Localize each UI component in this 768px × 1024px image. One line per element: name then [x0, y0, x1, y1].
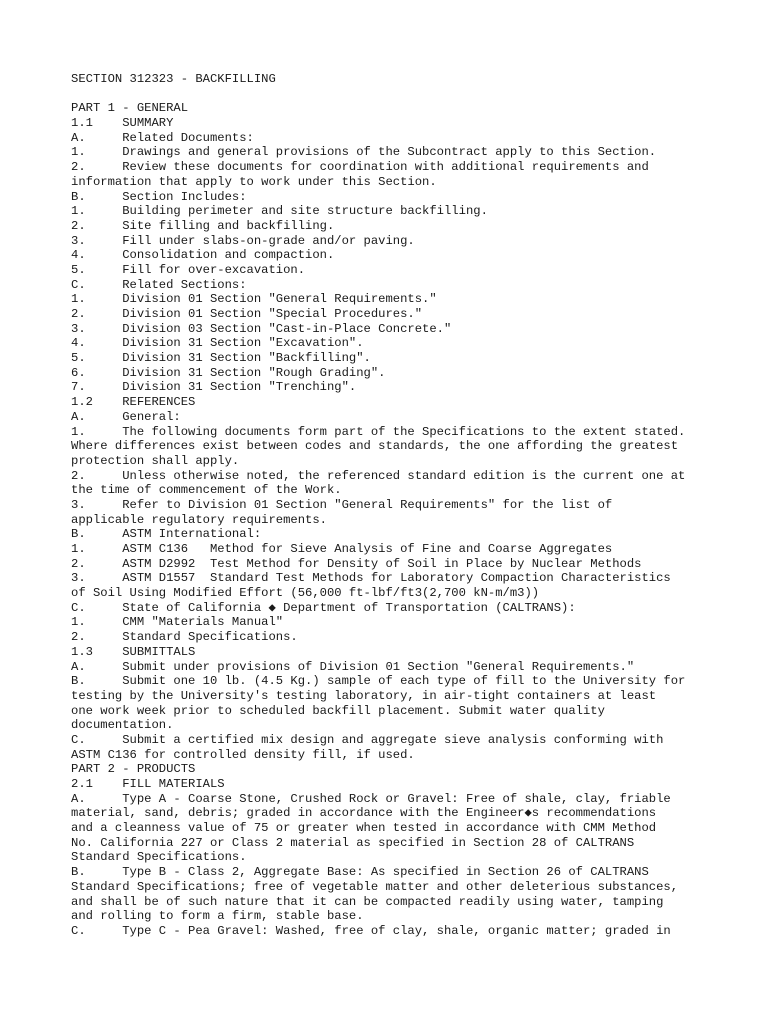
- text-line: 1. Division 01 Section "General Requirements.": [71, 292, 437, 307]
- text-line: 1. Drawings and general provisions of the Subcontract apply to this Section.: [71, 145, 657, 160]
- section-title: SECTION 312323 - BACKFILLING: [71, 72, 276, 86]
- text-line: 6. Division 31 Section "Rough Grading".: [71, 365, 386, 380]
- text-line: 7. Division 31 Section "Trenching".: [71, 380, 357, 395]
- text-line: C. Submit a certified mix design and aggregate sieve analysis conforming with: [71, 732, 664, 747]
- text-line: and rolling to form a firm, stable base.: [71, 909, 364, 924]
- text-line: B. Submit one 10 lb. (4.5 Kg.) sample of each type of fill to the University for: [71, 674, 686, 689]
- text-line: 2. Unless otherwise noted, the referenced standard edition is the current one at: [71, 468, 686, 483]
- text-line: A. Type A - Coarse Stone, Crushed Rock or Gravel: Free of shale, clay, friable: [71, 791, 671, 806]
- text-line: C. Type C - Pea Gravel: Washed, free of clay, shale, organic matter; graded in: [71, 923, 671, 938]
- text-line: 3. Fill under slabs-on-grade and/or paving.: [71, 233, 415, 248]
- text-line: No. California 227 or Class 2 material as specified in Section 28 of CALTRANS: [71, 835, 635, 850]
- text-line: ASTM C136 for controlled density fill, if used.: [71, 747, 415, 762]
- text-line: applicable regulatory requirements.: [71, 512, 327, 527]
- text-line: 2. ASTM D2992 Test Method for Density of Soil in Place by Nuclear Methods: [71, 556, 642, 571]
- text-line: 1.3 SUBMITTALS: [71, 644, 196, 659]
- text-line: B. Type B - Class 2, Aggregate Base: As specified in Section 26 of CALTRANS: [71, 865, 649, 880]
- text-line: material, sand, debris; graded in accordance with the Engineer◆s recommendations: [71, 806, 657, 821]
- text-line: testing by the University's testing laboratory, in air-tight containers at least: [71, 688, 657, 703]
- text-line: 1. The following documents form part of the Specifications to the extent stated.: [71, 424, 686, 439]
- text-line: A. General:: [71, 409, 181, 424]
- text-line: PART 1 - GENERAL: [71, 101, 189, 116]
- text-line: 3. Division 03 Section "Cast-in-Place Concrete.": [71, 321, 452, 336]
- text-line: B. Section Includes:: [71, 189, 247, 204]
- text-line: and a cleanness value of 75 or greater when tested in accordance with CMM Method: [71, 821, 657, 836]
- text-line: 2. Review these documents for coordination with additional requirements and: [71, 160, 649, 175]
- text-line: 4. Division 31 Section "Excavation".: [71, 336, 364, 351]
- text-line: 2. Standard Specifications.: [71, 630, 298, 645]
- text-line: 3. ASTM D1557 Standard Test Methods for Laboratory Compaction Characteristics: [71, 571, 671, 586]
- text-line: 4. Consolidation and compaction.: [71, 248, 335, 263]
- text-line: of Soil Using Modified Effort (56,000 ft-lbf/ft3(2,700 kN-m/m3)): [71, 586, 540, 601]
- text-line: the time of commencement of the Work.: [71, 483, 342, 498]
- text-line: Standard Specifications.: [71, 850, 247, 865]
- text-line: 2. Division 01 Section "Special Procedures.": [71, 307, 423, 321]
- text-line: information that apply to work under this Section.: [71, 174, 437, 189]
- text-line: 5. Division 31 Section "Backfilling".: [71, 351, 371, 366]
- text-line: protection shall apply.: [71, 453, 240, 468]
- text-line: 3. Refer to Division 01 Section "General Requirements" for the list of: [71, 497, 613, 512]
- text-line: PART 2 - PRODUCTS: [71, 762, 196, 777]
- blank-line: [71, 87, 711, 102]
- text-line: A. Submit under provisions of Division 01 Section "General Requirements.": [71, 659, 635, 674]
- text-line: 1.2 REFERENCES: [71, 395, 196, 410]
- text-line: 1. Building perimeter and site structure backfilling.: [71, 204, 488, 219]
- text-line: 2. Site filling and backfilling.: [71, 218, 335, 233]
- text-line: A. Related Documents:: [71, 130, 254, 145]
- text-line: one work week prior to scheduled backfill placement. Submit water quality: [71, 703, 605, 718]
- document-body: [71, 72, 711, 939]
- text-line: documentation.: [71, 718, 174, 733]
- text-line: 1. CMM "Materials Manual": [71, 615, 284, 630]
- text-line: Where differences exist between codes and standards, the one affording the greatest: [71, 439, 679, 454]
- text-line: 1. ASTM C136 Method for Sieve Analysis of Fine and Coarse Aggregates: [71, 542, 613, 556]
- text-line: and shall be of such nature that it can be compacted readily using water, tamping: [71, 894, 664, 909]
- text-line: Standard Specifications; free of vegetable matter and other deleterious substances,: [71, 879, 679, 894]
- text-line: B. ASTM International:: [71, 527, 262, 542]
- text-line: 1.1 SUMMARY: [71, 116, 174, 131]
- text-line: 2.1 FILL MATERIALS: [71, 777, 225, 791]
- text-line: 5. Fill for over-excavation.: [71, 262, 306, 277]
- text-line: C. Related Sections:: [71, 277, 247, 292]
- text-line: C. State of California ◆ Department of Transportation (CALTRANS):: [71, 600, 576, 615]
